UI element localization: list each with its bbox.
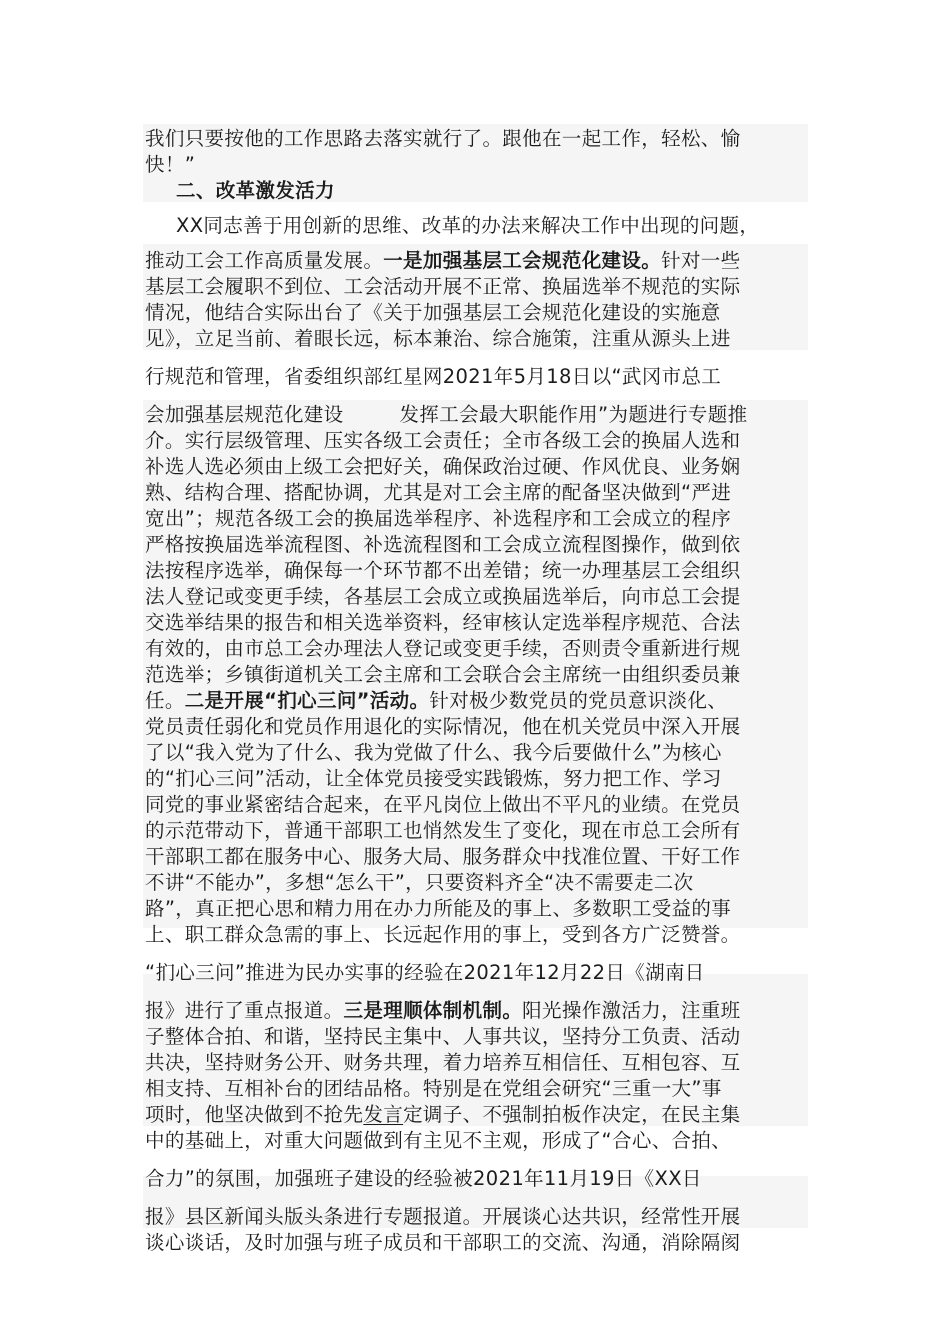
text-line: 子整体合拍、和谐，坚持民主集中、人事共议，坚持分工负责、活动	[145, 1025, 741, 1048]
text-line	[145, 1102, 741, 1128]
text-line: 范选举；乡镇街道机关工会主席和工会联合会主席统一由组织委员兼	[145, 663, 741, 686]
text-line: 中的基础上，对重大问题做到有主见不主观，形成了“合心、合拍、	[145, 1129, 732, 1152]
text-line: 了以“我入党为了什么、我为党做了什么、我今后要做什么”为核心	[145, 741, 722, 764]
text-run: 报》进行了重点报道。	[145, 999, 344, 1022]
text-line: 路”，真正把心思和精力用在办力所能及的事上、多数职工受益的事	[145, 897, 732, 920]
text-run: 针对极少数党员的党员意识淡化、	[429, 689, 728, 712]
text-line	[145, 998, 741, 1024]
bold-subheading: 三是理顺体制机制。	[343, 999, 523, 1022]
text-run: 定调子、不强制拍板作决定，在民主集	[403, 1103, 741, 1126]
text-run: 项时，他坚决做到不抢先	[145, 1103, 364, 1126]
bold-subheading: 一是加强基层工会规范化建设。	[383, 249, 662, 272]
text-run: 推动工会工作高质量发展。	[145, 249, 384, 272]
text-line: 的“扪心三问”活动，让全体党员接受实践锻炼，努力把工作、学习	[145, 767, 722, 790]
text-line: 情况，他结合实际出台了《关于加强基层工会规范化建设的实施意	[145, 301, 721, 324]
text-run: 会加强基层规范化建设	[145, 403, 344, 426]
text-line: 见》，立足当前、着眼长远，标本兼治、综合施策，注重从源头上进	[145, 327, 731, 350]
text-run: 阳光操作激活力，注重班	[522, 999, 741, 1022]
text-line: 的示范带动下，普通干部职工也悄然发生了变化，现在市总工会所有	[145, 819, 741, 842]
text-line: 合力”的氛围，加强班子建设的经验被2021年11月19日《XX日	[145, 1167, 702, 1190]
text-line: 补选人选必须由上级工会把好关，确保政治过硬、作风优良、业务娴	[145, 455, 741, 478]
text-run: 发挥工会最大职能作用”为题进行专题推	[399, 403, 748, 426]
text-line: 熟、结构合理、搭配协调，尤其是对工会主席的配备坚决做到“严进	[145, 481, 732, 504]
text-line: 交选举结果的报告和相关选举资料，经审核认定选举程序规范、合法	[145, 611, 741, 634]
text-line: 法按程序选举，确保每一个环节都不出差错；统一办理基层工会组织	[145, 559, 741, 582]
text-run: 任。	[145, 689, 185, 712]
text-line: 党员责任弱化和党员作用退化的实际情况，他在机关党员中深入开展	[145, 715, 741, 738]
text-line: 我们只要按他的工作思路去落实就行了。跟他在一起工作，轻松、愉	[145, 127, 741, 150]
text-line: 法人登记或变更手续，各基层工会成立或换届选举后，向市总工会提	[145, 585, 741, 608]
text-line: 严格按换届选举流程图、补选流程图和工会成立流程图操作，做到依	[145, 533, 741, 556]
text-line: 报》县区新闻头版头条进行专题报道。开展谈心达共识，经常性开展	[145, 1205, 741, 1228]
text-line: 不讲“不能办”，多想“怎么干”，只要资料齐全“决不需要走二次	[145, 871, 694, 894]
text-line: 共决，坚持财务公开、财务共理，着力培养互相信任、互相包容、互	[145, 1051, 741, 1074]
text-line: 上、职工群众急需的事上、长远起作用的事上，受到各方广泛赞誉。	[145, 923, 741, 946]
text-line: 行规范和管理，省委组织部红星网2021年5月18日以“武冈市总工	[145, 365, 722, 388]
text-line	[145, 402, 747, 428]
text-line: 同党的事业紧密结合起来，在平凡岗位上做出不平凡的业绩。在党员	[145, 793, 741, 816]
text-line: 介。实行层级管理、压实各级工会责任；全市各级工会的换届人选和	[145, 429, 741, 452]
text-line	[145, 248, 741, 274]
section-heading: 二、改革激发活力	[176, 179, 335, 202]
text-line	[145, 688, 727, 714]
text-line: 宽出”；规范各级工会的换届选举程序、补选程序和工会成立的程序	[145, 507, 732, 530]
text-line: 基层工会履职不到位、工会活动开展不正常、换届选举不规范的实际	[145, 275, 741, 298]
bold-subheading: 二是开展“扪心三问”活动。	[184, 689, 430, 712]
underlined-word: 发言	[363, 1103, 404, 1126]
text-line: XX同志善于用创新的思维、改革的办法来解决工作中出现的问题，	[176, 214, 760, 237]
text-run: 针对一些	[661, 249, 741, 272]
text-line: 有效的，由市总工会办理法人登记或变更手续，否则责令重新进行规	[145, 637, 741, 660]
text-line: 快！”	[145, 153, 196, 176]
text-line: “扪心三问”推进为民办实事的经验在2021年12月22日《湖南日	[145, 961, 705, 984]
text-line: 相支持、互相补台的团结品格。特别是在党组会研究“三重一大”事	[145, 1077, 722, 1100]
text-line: 干部职工都在服务中心、服务大局、服务群众中找准位置、干好工作	[145, 845, 741, 868]
text-line: 谈心谈话，及时加强与班子成员和干部职工的交流、沟通，消除隔阂	[145, 1231, 741, 1254]
